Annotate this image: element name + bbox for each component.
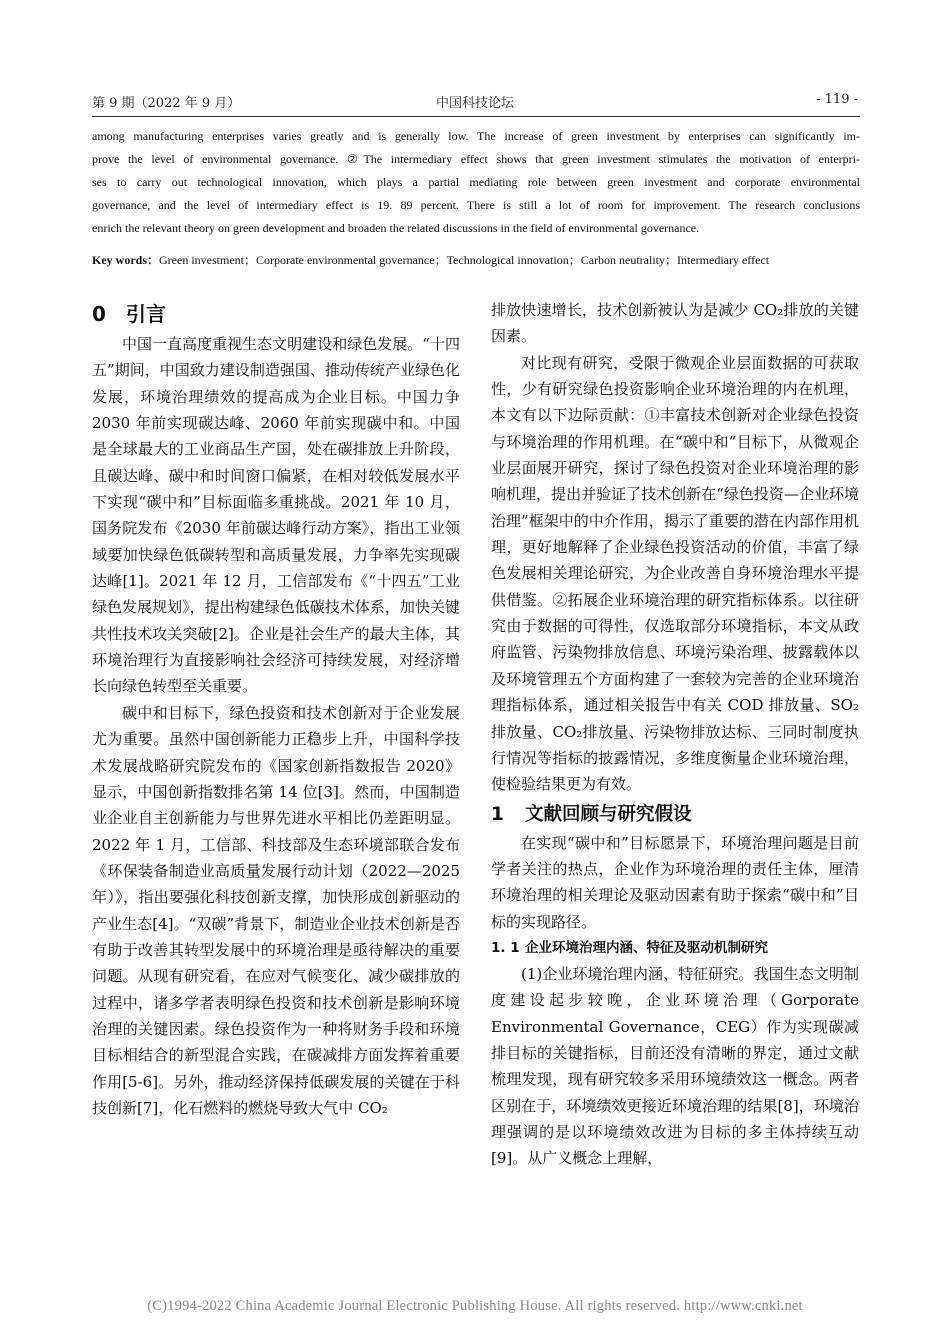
subsection-number: 1. 1 <box>491 939 520 956</box>
paragraph: 在实现“碳中和”目标愿景下，环境治理问题是目前学者关注的热点，企业作为环境治理的责任主体，厘清环境治理的相关理论及驱动因素有助于探索“碳中和”目标的实现路径。 <box>491 833 859 931</box>
abstract-line: ses to carry out technological innovation, which plays a partial mediating role between green investment and corporate environmental <box>92 175 860 189</box>
english-abstract <box>92 125 860 240</box>
keywords-text: Green investment；Corporate environmental governance；Technological innovation；Carbon neutrality；Intermediary effect <box>159 253 770 267</box>
abstract-line: among manufacturing enterprises varies greatly and is generally low. The increase of green investment by enterprises can significantly im- <box>92 129 860 143</box>
header-rule <box>92 116 860 117</box>
running-header-issue: 第 9 期（2022 年 9 月） <box>92 96 241 111</box>
paragraph: 对比现有研究，受限于微观企业层面数据的可获取性，少有研究绿色投资影响企业环境治理的内在机理，本文有以下边际贡献：①丰富技术创新对企业绿色投资与环境治理的作用机理。在“碳中和”目标下，从微观企业层面展开研究，探讨了绿色投资对企业环境治理的影响机理，提出并验证了技术创新在“绿色投资—企业环境治理”框架中的中介作用，揭示了重要的潜在内部作用机理，更好地解释了企业绿色投资活动的价值，丰富了绿色发展相关理论研究，为企业改善自身环境治理水平提供借鉴。②拓展企业环境治理的研究指标体系。以往研究由于数据的可得性，仅选取部分环境指标，本文从政府监管、污染物排放信息、环境污染治理、披露载体以及环境管理五个方面构建了一套较为完善的企业环境治理指标体系，通过相关报告中有关 COD 排放量、SO₂排放量、CO₂排放量、污染物排放达标、三同时制度执行情况等指标的披露情况，多维度衡量企业环境治理，使检验结果更为有效。 <box>491 353 859 794</box>
left-column <box>92 297 460 1121</box>
keywords <box>92 250 860 270</box>
keywords-label: Key words： <box>92 253 159 267</box>
paragraph: 中国一直高度重视生态文明建设和绿色发展。“十四五”期间，中国致力建设制造强国、推动传统产业绿色化发展，环境治理绩效的提高成为企业目标。中国力争 2030 年前实现碳达峰、2060 年前实现碳中和。中国是全球最大的工业商品生产国，处在碳排放上升阶段，且碳达峰、碳中和时间窗口偏紧，在相对较低发展水平下实现“碳中和”目标面临多重挑战。2021 年 10 月，国务院发布《2030 年前碳达峰行动方案》，指出工业领域要加快绿色低碳转型和高质量发展，力争率先实现碳达峰[1]。2021 年 12 月，工信部发布《“十四五”工业绿色发展规划》，提出构建绿色低碳技术体系，加快关键共性技术攻关突破[2]。企业是社会生产的最大主体，其环境治理行为直接影响社会经济可持续发展，对经济增长向绿色转型至关重要。 <box>92 335 460 696</box>
page-number: - 119 - <box>816 92 858 107</box>
right-column <box>491 297 859 1172</box>
abstract-line: governance, and the level of intermediary effect is 19. 89 percent. There is still a lot of room for improvement. The research conclusions <box>92 198 860 212</box>
abstract-line: prove the level of environmental governance. ②The intermediary effect shows that green investment stimulates the motivation of enterpri- <box>92 152 860 166</box>
section-title: 文献回顾与研究假设 <box>525 803 692 825</box>
paragraph-continued: 排放快速增长，技术创新被认为是减少 CO₂排放的关键因素。 <box>491 301 859 346</box>
subsection-title: 企业环境治理内涵、特征及驱动机制研究 <box>525 939 768 956</box>
abstract-line: enrich the relevant theory on green development and broaden the related discussions in the field of environmental governance. <box>92 221 700 235</box>
section-title: 引言 <box>126 302 166 326</box>
paragraph: 碳中和目标下，绿色投资和技术创新对于企业发展尤为重要。虽然中国创新能力正稳步上升，中国科学技术发展战略研究院发布的《国家创新指数报告 2020》显示，中国创新指数排名第 14 位[3]。然而，中国制造业企业自主创新能力与世界先进水平相比仍差距明显。2022 年 1 月，工信部、科技部及生态环境部联合发布《环保装备制造业高质量发展行动计划（2022—2025 年）》，指出要强化科技创新支撑，加快形成创新驱动的产业生态[4]。“双碳”背景下，制造业企业技术创新是否有助于改善其转型发展中的环境治理是亟待解决的重要问题。从现有研究看，在应对气候变化、减少碳排放的过程中，诸多学者表明绿色投资和技术创新是影响环境治理的关键因素。绿色投资作为一种将财务手段和环境目标相结合的新型混合实践，在碳减排方面发挥着重要作用[5-6]。另外，推动经济保持低碳发展的关键在于科技创新[7]，化石燃料的燃烧导致大气中 CO₂ <box>92 703 460 1117</box>
subsection-heading <box>491 935 859 961</box>
section-number: 0 <box>92 302 106 326</box>
running-header-journal: 中国科技论坛 <box>435 96 514 111</box>
section-heading-literature <box>491 800 859 830</box>
section-number: 1 <box>491 803 504 825</box>
paragraph: (1)企业环境治理内涵、特征研究。我国生态文明制度建设起步较晚，企业环境治理（Gorporate Environmental Governance，CEG）作为实现碳减排目标的关键指标，目前还没有清晰的界定，通过文献梳理发现，现有研究较多采用环境绩效这一概念。两者区别在于，环境绩效更接近环境治理的结果[8]，环境治理强调的是以环境绩效改进为目标的多主体持续互动[9]。从广义概念上理解， <box>491 964 860 1168</box>
section-heading-intro <box>92 297 460 331</box>
copyright-footer: (C)1994-2022 China Academic Journal Electronic Publishing House. All rights reserved. http://www.cnki.net <box>147 1298 803 1314</box>
